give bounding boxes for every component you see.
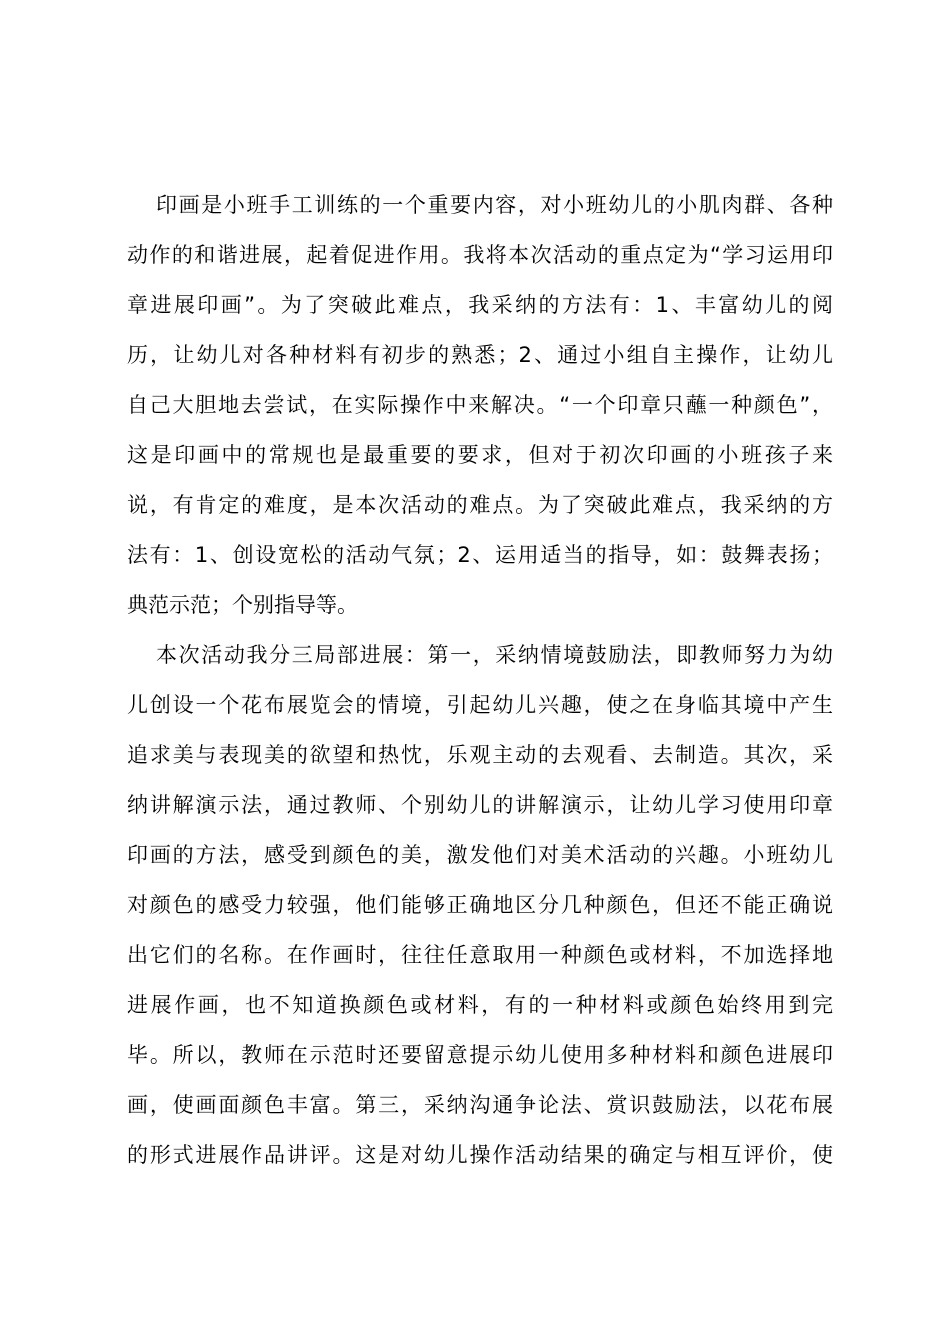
text-line: 印画的方法，感受到颜色的美，激发他们对美术活动的兴趣。小班幼儿 <box>127 843 833 867</box>
text-line: 画，使画面颜色丰富。第三，采纳沟通争论法、赏识鼓励法，以花布展 <box>127 1093 833 1117</box>
text-line: 自己大胆地去尝试，在实际操作中来解决。“一个印章只蘸一种颜色”， <box>127 393 833 417</box>
text-line: 儿创设一个花布展览会的情境，引起幼儿兴趣，使之在身临其境中产生 <box>127 693 833 717</box>
paragraph-2 <box>127 630 833 1180</box>
text-line: 动作的和谐进展，起着促进作用。我将本次活动的重点定为“学习运用印 <box>127 243 833 267</box>
text-line: 对颜色的感受力较强，他们能够正确地区分几种颜色，但还不能正确说 <box>127 893 833 917</box>
text-line: 毕。所以，教师在示范时还要留意提示幼儿使用多种材料和颜色进展印 <box>127 1043 833 1067</box>
text-line: 这是印画中的常规也是最重要的要求，但对于初次印画的小班孩子来 <box>127 443 833 467</box>
text-line: 追求美与表现美的欲望和热忱，乐观主动的去观看、去制造。其次，采 <box>127 743 833 767</box>
text-line: 的形式进展作品讲评。这是对幼儿操作活动结果的确定与相互评价，使 <box>127 1143 833 1167</box>
text-line: 印画是小班手工训练的一个重要内容，对小班幼儿的小肌肉群、各种 <box>156 193 833 217</box>
text-line: 历，让幼儿对各种材料有初步的熟悉；2、通过小组自主操作，让幼儿 <box>127 343 833 367</box>
text-line: 法有：1、创设宽松的活动气氛；2、运用适当的指导，如：鼓舞表扬； <box>127 543 833 567</box>
text-line: 出它们的名称。在作画时，往往任意取用一种颜色或材料，不加选择地 <box>127 943 833 967</box>
text-line: 本次活动我分三局部进展：第一，采纳情境鼓励法，即教师努力为幼 <box>156 643 833 667</box>
paragraph-1 <box>127 180 833 630</box>
text-line: 典范示范；个别指导等。 <box>127 593 358 617</box>
text-line: 说，有肯定的难度，是本次活动的难点。为了突破此难点，我采纳的方 <box>127 493 833 517</box>
text-line: 章进展印画”。为了突破此难点，我采纳的方法有：1、丰富幼儿的阅 <box>127 293 833 317</box>
document-body <box>127 180 833 1180</box>
text-line: 纳讲解演示法，通过教师、个别幼儿的讲解演示，让幼儿学习使用印章 <box>127 793 833 817</box>
text-line: 进展作画，也不知道换颜色或材料，有的一种材料或颜色始终用到完 <box>127 993 833 1017</box>
